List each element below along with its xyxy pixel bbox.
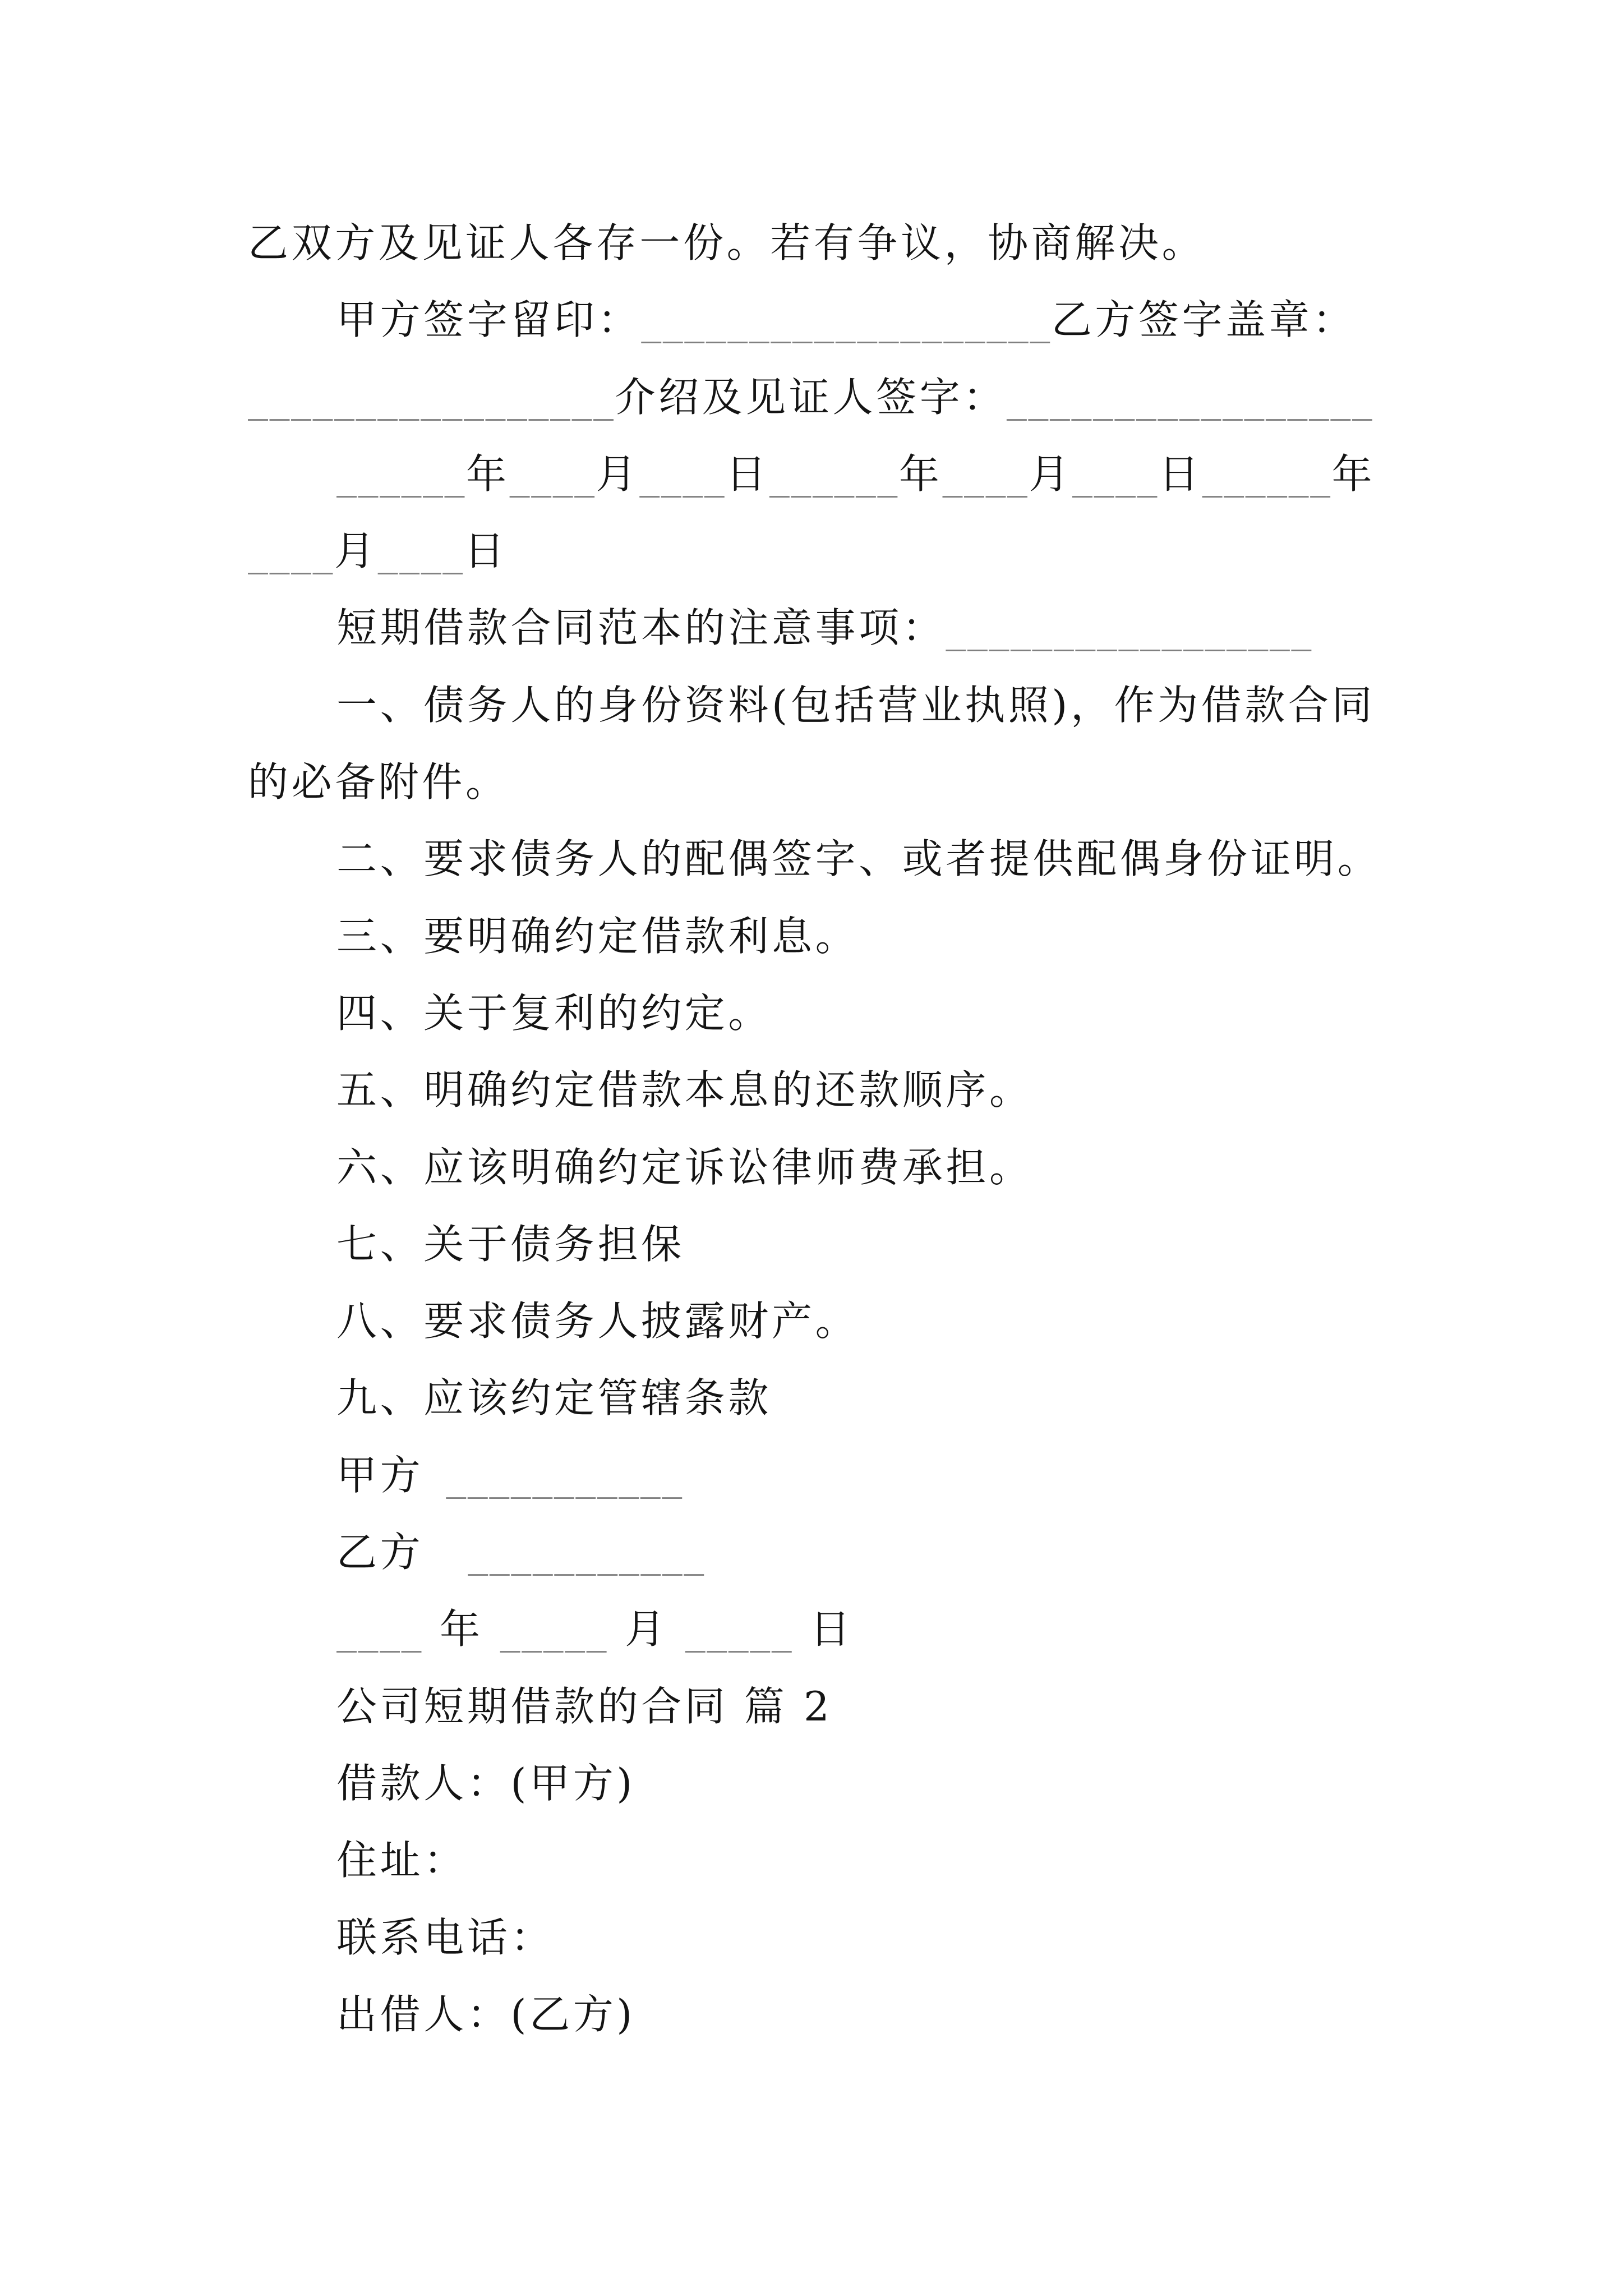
note-item-1: 一、债务人的身份资料(包括营业执照)，作为借款合同 bbox=[336, 681, 1376, 729]
borrower-field: 借款人：(甲方) bbox=[336, 1759, 635, 1807]
witness-date-day-blank: ____ bbox=[377, 527, 464, 575]
notes-heading-line bbox=[248, 590, 1426, 666]
signoff-date-month-label: 月 bbox=[625, 1605, 668, 1653]
witness-signature-label: 介绍及见证人签字： bbox=[615, 373, 1007, 421]
party-a-date-month-label: 月 bbox=[596, 450, 640, 498]
note-item-2: 二、要求债务人的配偶签字、或者提供配偶身份证明。 bbox=[336, 835, 1381, 883]
party-signature-line bbox=[248, 282, 1426, 358]
signoff-date-year-blank: ____ bbox=[336, 1605, 423, 1653]
document-body bbox=[248, 205, 1426, 2053]
party-a-date-year-label: 年 bbox=[466, 450, 510, 498]
note-item-3: 三、要明确约定借款利息。 bbox=[336, 912, 859, 960]
witness-date-year-label: 年 bbox=[1331, 450, 1376, 498]
signoff-date-line bbox=[248, 1591, 1426, 1668]
note-item-9: 九、应该约定管辖条款 bbox=[336, 1374, 772, 1422]
note-item-7: 七、关于债务担保 bbox=[336, 1220, 685, 1268]
witness-date-month-blank: ____ bbox=[248, 527, 334, 575]
note-item-6: 六、应该明确约定诉讼律师费承担。 bbox=[336, 1143, 1033, 1191]
signoff-party-a-line bbox=[248, 1437, 1426, 1514]
party-b-date-day-label: 日 bbox=[1159, 450, 1202, 498]
witness-date-year-blank: ______ bbox=[1202, 450, 1332, 498]
phone-field: 联系电话： bbox=[336, 1913, 555, 1961]
closing-sentence: 乙双方及见证人各存一份。若有争议，协商解决。 bbox=[248, 219, 1206, 266]
lender-field: 出借人：(乙方) bbox=[336, 1990, 635, 2038]
notes-heading-blank: _________________ bbox=[946, 604, 1313, 652]
signoff-date-day-blank: _____ bbox=[685, 1605, 794, 1653]
party-a-date-year-blank: ______ bbox=[336, 450, 466, 498]
party-a-date-day-label: 日 bbox=[726, 450, 769, 498]
signoff-party-b-blank: ___________ bbox=[468, 1529, 706, 1576]
address-field: 住址： bbox=[336, 1837, 467, 1884]
signoff-party-b-line bbox=[248, 1514, 1426, 1591]
party-b-signature-label: 乙方签字盖章： bbox=[1051, 296, 1356, 344]
signoff-date-month-blank: _____ bbox=[500, 1605, 608, 1653]
party-b-signature-blank: _________________ bbox=[248, 373, 615, 421]
note-item-5: 五、明确约定借款本息的还款顺序。 bbox=[336, 1066, 1033, 1114]
signature-dates-line-2 bbox=[248, 513, 1426, 590]
party-a-date-day-blank: ____ bbox=[639, 450, 726, 498]
signoff-date-day-label: 日 bbox=[810, 1605, 854, 1653]
signoff-party-a-label: 甲方 bbox=[336, 1451, 424, 1499]
signoff-party-a-blank: ___________ bbox=[446, 1451, 684, 1499]
party-a-signature-blank: ___________________ bbox=[641, 296, 1052, 344]
witness-date-month-label: 月 bbox=[334, 527, 378, 575]
notes-heading: 短期借款合同范本的注意事项： bbox=[336, 604, 946, 652]
signoff-party-b-label: 乙方 bbox=[336, 1529, 424, 1576]
note-item-4: 四、关于复利的约定。 bbox=[336, 989, 772, 1037]
section-2-heading: 公司短期借款的合同 篇 2 bbox=[336, 1682, 833, 1730]
witness-signature-blank: _________________ bbox=[1006, 373, 1374, 421]
witness-signature-line bbox=[248, 359, 1426, 436]
party-b-date-year-blank: ______ bbox=[769, 450, 899, 498]
note-item-1-continuation: 的必备附件。 bbox=[248, 758, 509, 806]
signoff-date-year-label: 年 bbox=[440, 1605, 483, 1653]
witness-date-day-label: 日 bbox=[464, 527, 508, 575]
party-b-date-year-label: 年 bbox=[898, 450, 943, 498]
party-b-date-month-blank: ____ bbox=[942, 450, 1029, 498]
party-a-signature-label: 甲方签字留印： bbox=[336, 296, 642, 344]
party-b-date-month-label: 月 bbox=[1029, 450, 1073, 498]
party-a-date-month-blank: ____ bbox=[509, 450, 596, 498]
party-b-date-day-blank: ____ bbox=[1072, 450, 1159, 498]
note-item-8: 八、要求债务人披露财产。 bbox=[336, 1297, 859, 1345]
signature-dates-line-1 bbox=[248, 436, 1426, 513]
